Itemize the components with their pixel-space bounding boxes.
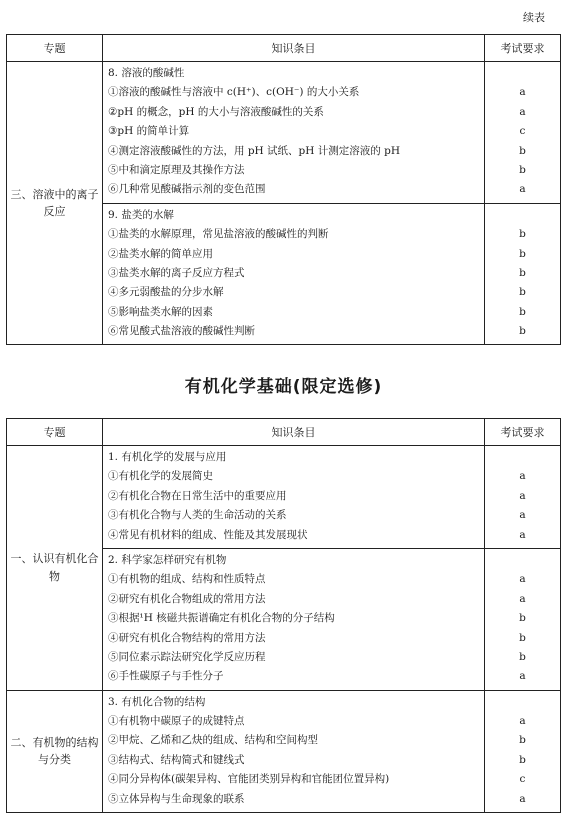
- level-value: b: [519, 228, 526, 241]
- items-cell: [103, 62, 485, 204]
- knowledge-item: ④研究有机化合物结构的常用方法: [108, 631, 266, 644]
- knowledge-item: ⑤中和滴定原理及其操作方法: [108, 163, 245, 176]
- group-heading: 8. 溶液的酸碱性: [108, 67, 185, 79]
- knowledge-item: ②有机化合物在日常生活中的重要应用: [108, 489, 287, 502]
- knowledge-item: ⑥常见酸式盐溶液的酸碱性判断: [108, 325, 255, 338]
- level-value: a: [519, 670, 526, 683]
- knowledge-item: ⑥手性碳原子与手性分子: [108, 670, 224, 683]
- knowledge-item: ②研究有机化合物组成的常用方法: [108, 592, 266, 605]
- level-value: a: [519, 470, 526, 483]
- levels-cell: [485, 203, 561, 345]
- level-value: a: [519, 592, 526, 605]
- knowledge-item: ②甲烷、乙烯和乙炔的组成、结构和空间构型: [108, 734, 318, 747]
- level-value: a: [519, 528, 526, 541]
- header-items: 知识条目: [103, 35, 485, 62]
- level-value: a: [519, 792, 526, 805]
- level-value: b: [519, 650, 526, 663]
- section-title: 有机化学基础(限定选修): [184, 377, 383, 397]
- level-value: b: [519, 163, 526, 176]
- knowledge-group-row: [7, 62, 561, 204]
- level-value: b: [519, 247, 526, 260]
- knowledge-item: ③根据¹H 核磁共振谱确定有机化合物的分子结构: [108, 612, 335, 625]
- levels-cell: [485, 446, 561, 549]
- knowledge-item: ④常见有机材料的组成、性能及其发展现状: [108, 528, 308, 541]
- knowledge-item: ③有机化合物与人类的生命活动的关系: [108, 509, 287, 522]
- group-heading: 9. 盐类的水解: [108, 208, 174, 221]
- level-value: a: [519, 509, 526, 522]
- items-cell: [103, 446, 485, 549]
- knowledge-group-row: [7, 446, 561, 549]
- level-value: a: [519, 86, 526, 99]
- level-value: c: [519, 125, 526, 138]
- levels-cell: [485, 62, 561, 204]
- level-value: a: [519, 183, 526, 196]
- knowledge-item: ①有机物的组成、结构和性质特点: [108, 573, 266, 586]
- level-spacer: [485, 448, 560, 467]
- continued-label: 续表: [523, 11, 545, 24]
- level-value: b: [519, 266, 526, 279]
- knowledge-item: ⑤同位素示踪法研究化学反应历程: [108, 650, 266, 663]
- group-heading: 3. 有机化合物的结构: [108, 695, 206, 708]
- knowledge-item: ⑤影响盐类水解的因素: [108, 305, 213, 318]
- header-level: 考试要求: [485, 419, 561, 446]
- level-value: a: [519, 715, 526, 728]
- items-cell: [103, 203, 485, 345]
- levels-cell: [485, 690, 561, 812]
- header-row: [7, 419, 561, 446]
- level-value: a: [519, 573, 526, 586]
- knowledge-item: ①溶液的酸碱性与溶液中 c(H⁺)、c(OH⁻) 的大小关系: [108, 86, 360, 99]
- header-topic: 专题: [7, 419, 103, 446]
- knowledge-item: ④测定溶液酸碱性的方法，用 pH 试纸、pH 计测定溶液的 pH: [108, 144, 400, 157]
- knowledge-group-row: [7, 690, 561, 812]
- knowledge-item: ②pH 的概念，pH 的大小与溶液酸碱性的关系: [108, 105, 324, 118]
- level-spacer: [485, 693, 560, 712]
- header-topic: 专题: [7, 35, 103, 62]
- items-cell: [103, 548, 485, 690]
- level-value: a: [519, 105, 526, 118]
- group-heading: 1. 有机化学的发展与应用: [108, 451, 227, 463]
- level-value: b: [519, 612, 526, 625]
- level-value: a: [519, 489, 526, 502]
- knowledge-item: ⑥几种常见酸碱指示剂的变色范围: [108, 183, 266, 196]
- standards-table-solution: [6, 34, 561, 345]
- level-value: b: [519, 325, 526, 338]
- topic-cell: 三、溶液中的离子反应: [7, 62, 103, 345]
- level-value: b: [519, 286, 526, 299]
- header-row: [7, 35, 561, 62]
- knowledge-item: ③结构式、结构简式和键线式: [108, 753, 245, 766]
- knowledge-item: ②盐类水解的简单应用: [108, 247, 213, 260]
- level-value: b: [519, 144, 526, 157]
- topic-cell: 一、认识有机化合物: [7, 446, 103, 691]
- knowledge-item: ①有机化学的发展简史: [108, 470, 213, 483]
- knowledge-item: ⑤立体异构与生命现象的联系: [108, 792, 245, 805]
- level-spacer: [485, 551, 560, 570]
- level-value: b: [519, 305, 526, 318]
- knowledge-item: ④多元弱酸盐的分步水解: [108, 286, 224, 299]
- knowledge-item: ③盐类水解的离子反应方程式: [108, 266, 245, 279]
- items-cell: [103, 690, 485, 812]
- knowledge-item: ①有机物中碳原子的成键特点: [108, 715, 245, 728]
- level-value: b: [519, 734, 526, 747]
- levels-cell: [485, 548, 561, 690]
- group-heading: 2. 科学家怎样研究有机物: [108, 553, 227, 566]
- level-value: c: [519, 773, 526, 786]
- level-value: b: [519, 631, 526, 644]
- knowledge-item: ①盐类的水解原理，常见盐溶液的酸碱性的判断: [108, 228, 329, 241]
- standards-table-organic: [6, 418, 561, 813]
- level-spacer: [485, 64, 560, 83]
- level-spacer: [485, 206, 560, 225]
- knowledge-item: ③pH 的简单计算: [108, 125, 190, 138]
- topic-cell: 二、有机物的结构与分类: [7, 690, 103, 812]
- level-value: b: [519, 753, 526, 766]
- knowledge-item: ④同分异构体(碳架异构、官能团类别异构和官能团位置异构): [108, 773, 390, 786]
- header-items: 知识条目: [103, 419, 485, 446]
- header-level: 考试要求: [485, 35, 561, 62]
